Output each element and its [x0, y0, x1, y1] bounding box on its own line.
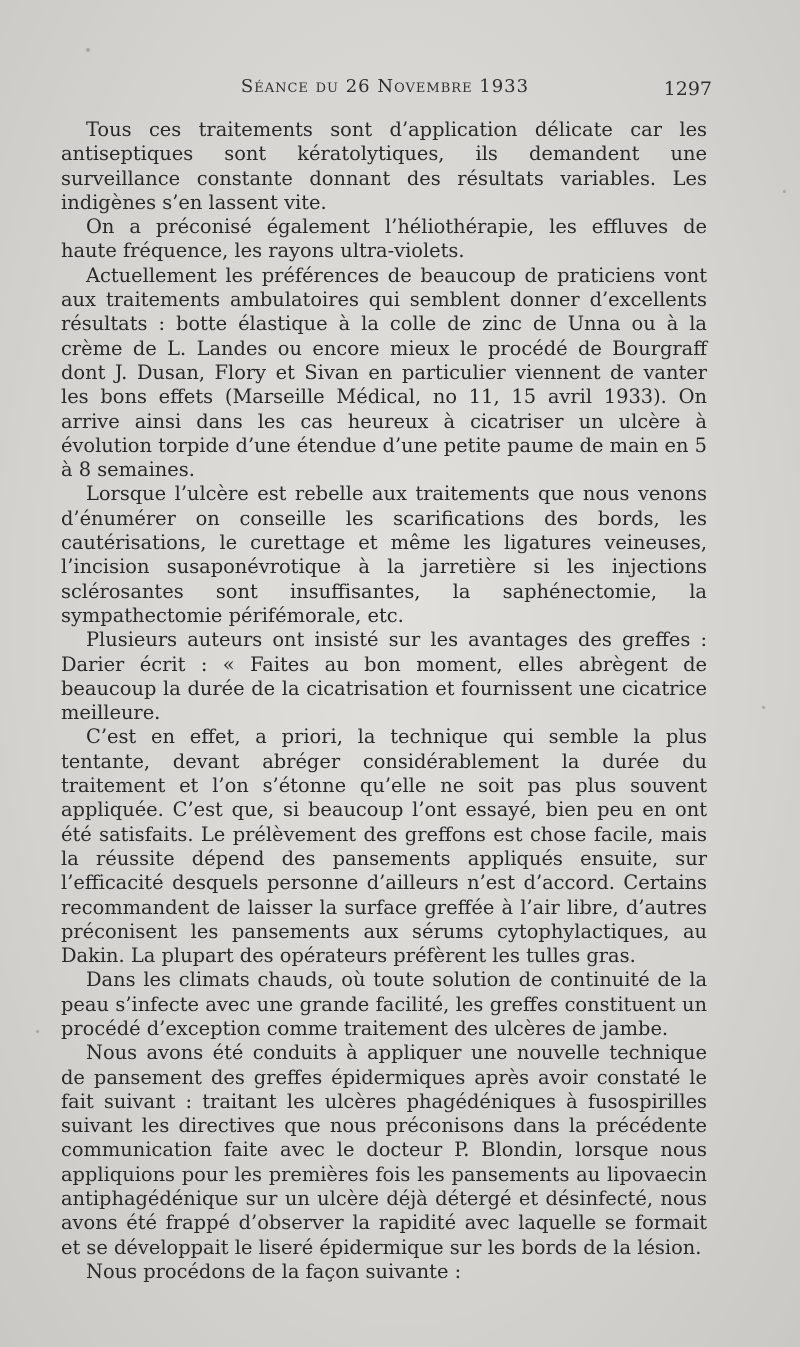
- body-text: [61, 118, 707, 1284]
- paper-speck: [762, 706, 765, 709]
- paper-speck: [86, 48, 90, 52]
- paragraph: Plusieurs auteurs ont insisté sur les avantages des greffes : Darier écrit : « Faites au bon moment, elles abrègent de beaucoup la durée de la cicatrisation et fournissent une cicatrice meilleure.: [61, 628, 707, 725]
- paragraph: Lorsque l’ulcère est rebelle aux traitements que nous venons d’énumérer on conseille les scarifications des bords, les cautérisations, le curettage et même les ligatures veineuses, l’incision susaponévrotique à la jarretière si les injections sclérosantes sont insuffisantes, la saphénectomie, la sympathectomie périfémorale, etc.: [61, 482, 707, 627]
- paragraph: Nous procédons de la façon suivante :: [86, 1259, 462, 1283]
- running-title: Séance du 26 Novembre 1933: [240, 76, 530, 97]
- paragraph: On a préconisé également l’héliothérapie, les effluves de haute fréquence, les rayons ultra-violets.: [61, 215, 707, 263]
- paragraph: Dans les climats chauds, où toute solution de continuité de la peau s’infecte avec une grande facilité, les greffes constituent un procédé d’exception comme traitement des ulcères de jambe.: [61, 968, 707, 1040]
- paragraph: Actuellement les préférences de beaucoup de praticiens vont aux traitements ambulatoires qui semblent donner d’excellents résultats : botte élastique à la colle de zinc de Unna ou à la crème de L. Landes ou encore mieux le procédé de Bourgraff dont J. Dusan, Flory et Sivan en particulier viennent de vanter les bons effets (Marseille Médical, no 11, 15 avril 1933). On arrive ainsi dans les cas heureux à cicatriser un ulcère à évolution torpide d’une étendue d’une petite paume de main en 5 à 8 semaines.: [61, 263, 707, 482]
- paragraph: Tous ces traitements sont d’application délicate car les antiseptiques sont kératolytiques, ils demandent une surveillance constante donnant des résultats variables. Les indigènes s’en lassent vite.: [61, 118, 707, 214]
- paper-speck: [783, 190, 786, 193]
- page-number: 1297: [663, 78, 712, 100]
- paragraph: C’est en effet, a priori, la technique qui semble la plus tentante, devant abréger considérablement la durée du traitement et l’on s’étonne qu’elle ne soit pas plus souvent appliquée. C’est que, si beaucoup l’ont essayé, bien peu en ont été satisfaits. Le prélèvement des greffons est chose facile, mais la réussite dépend des pansements appliqués ensuite, sur l’efficacité desquels personne d’ailleurs n’est d’accord. Certains recommandent de laisser la surface greffée à l’air libre, d’autres préconisent les pansements aux sérums cytophylactiques, au Dakin. La plupart des opérateurs préfèrent les tulles gras.: [61, 725, 707, 968]
- running-head: [60, 76, 710, 106]
- paragraph: Nous avons été conduits à appliquer une nouvelle technique de pansement des greffes épidermiques après avoir constaté le fait suivant : traitant les ulcères phagédéniques à fusospirilles suivant les directives que nous préconisons dans la précédente communication faite avec le docteur P. Blondin, lorsque nous appliquions pour les premières fois les pansements au lipovaecin antiphagédénique sur un ulcère déjà détergé et désinfecté, nous avons été frappé d’observer la rapidité avec laquelle se formait et se développait le liseré épidermique sur les bords de la lésion.: [61, 1041, 707, 1259]
- paper-speck: [36, 1030, 39, 1033]
